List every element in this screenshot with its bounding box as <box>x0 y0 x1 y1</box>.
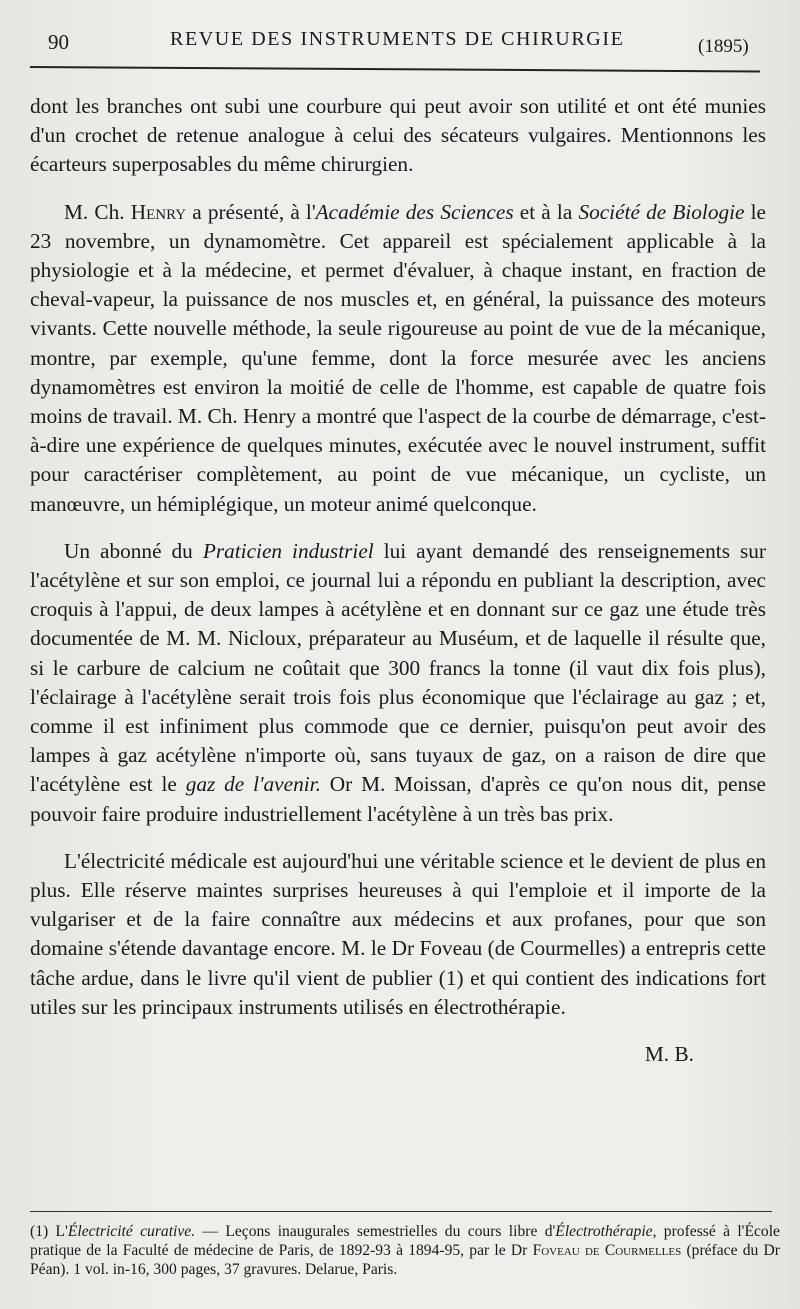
paragraph-continuation: dont les branches ont subi une courbure qui peut avoir son utilité et ont été munies d'un crochet de retenue analogue à celui des sécateurs vulgaires. Mentionnons les écarteurs superposables du même chirurgien. <box>30 94 766 177</box>
paragraph-electricity: L'électricité médicale est aujourd'hui une véritable science et le devient de plus en plus. Elle réserve maintes surprises heureuses à qui l'emploie et il importe de la vulgariser et de la faire connaître aux médecins et aux profanes, pour que son domaine s'étende davantage encore. M. le Dr Foveau (de Courmelles) a entrepris cette tâche ardue, dans le livre qu'il vient de publier (1) et qui contient des indications fort utiles sur les principaux instruments utilisés en électrothérapie. <box>30 848 766 1019</box>
page-header <box>30 24 765 64</box>
paragraph-henry: M. Ch. Henry a présenté, à l'Académie des Sciences et à la Société de Biologie le 23 novembre, un dynamomètre. Cet appareil est spécialement applicable à la physiologie et à la médecine, et permet d'évaluer, à chaque instant, en fraction de cheval-vapeur, la puissance de nos muscles et, en général, la puissance des moteurs vivants. Cette nouvelle méthode, la seule rigoureuse au point de vue de la mécanique, montre, par exemple, qu'une femme, dont la force mesurée avec les anciens dynamomètres est environ la moitié de celle de l'homme, est capable de quatre fois moins de travail. M. Ch. Henry a montré que l'aspect de la courbe de démarrage, c'est-à-dire une expérience de quelques minutes, exécutée avec le nouvel instrument, suffit pour caractériser complètement, au point de vue mécanique, un cycliste, un manœuvre, un hémiplégique, un moteur animé quelconque. <box>30 199 767 516</box>
paragraph-acetylene: Un abonné du Praticien industriel lui ayant demandé des renseignements sur l'acétylène et sur son emploi, ce journal lui a répondu en publiant la description, avec croquis à l'appui, de deux lampes à acétylène et en donnant sur ce gaz une étude très documentée de M. M. Nicloux, préparateur au Muséum, et de laquelle il résulte que, si le carbure de calcium ne coûtait que 300 francs la tonne (il vaut dix fois plus), l'éclairage à l'acétylène serait trois fois plus économique que l'éclairage au gaz ; et, comme il est infiniment plus commode que ce dernier, puisqu'on peut avoir des lampes à gaz acétylène n'importe où, sans tuyaux de gaz, on a raison de dire que l'acétylène est le gaz de l'avenir. Or M. Moissan, d'après ce qu'on nous dit, pense pouvoir faire produire industriellement l'acétylène à un très bas prix. <box>30 538 767 826</box>
institution-name: Société de Biologie <box>578 199 745 224</box>
article-body <box>30 92 766 1087</box>
running-title: REVUE DES INSTRUMENTS DE CHIRURGIE <box>170 28 625 50</box>
signature: M. B. <box>644 1042 694 1067</box>
page-number: 90 <box>48 30 69 54</box>
author-name: Foveau de Courmelles <box>532 1242 682 1259</box>
journal-name: Praticien industriel <box>202 538 374 563</box>
course-name: Électrothérapie, <box>555 1223 657 1240</box>
footnote: (1) L'Électricité curative. — Leçons inaugurales semestrielles du cours libre d'Électrothérapie, professé à l'École pratique de la Faculté de médecine de Paris, de 1892-93 à 1894-95, par le Dr Foveau de Courmelles (préface du Dr Péan). 1 vol. in-16, 300 pages, 37 gravures. Delarue, Paris. <box>30 1223 780 1278</box>
emphasis: gaz de l'avenir. <box>185 772 321 797</box>
person-name: Henry <box>130 199 187 224</box>
footnote-rule <box>30 1211 772 1212</box>
book-title: Électricité curative. <box>67 1223 196 1240</box>
institution-name: Académie des Sciences <box>315 199 514 224</box>
header-rule <box>30 66 760 72</box>
publication-year: (1895) <box>698 36 749 57</box>
